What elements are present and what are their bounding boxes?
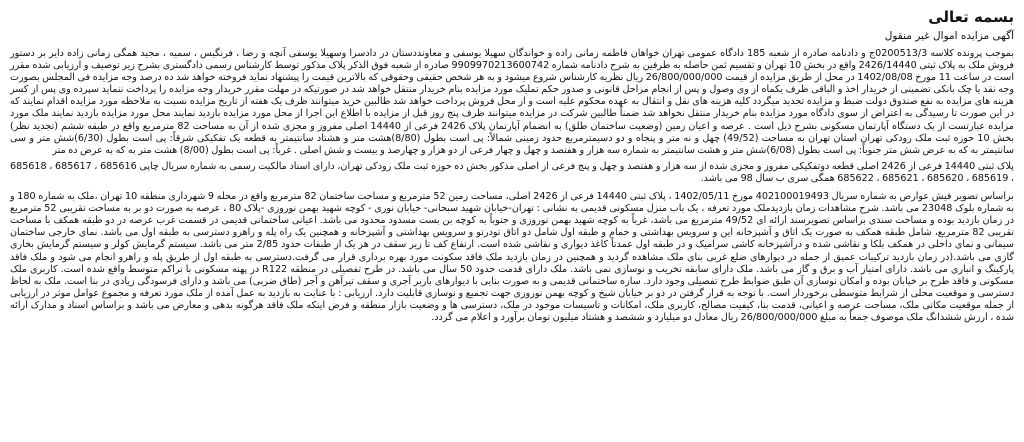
document-subtitle: آگهی مزایده اموال غیر منقول [884, 30, 1014, 42]
notice-paragraph-plaque: پلاک ثبتی 14440 فرعی از 2426 اصلی قطعه دوتفکیکی مفروز و مجزی شده از سه هزار و هفتصد و چهل و پنج فرعی از اصلی مذکور بخش ده حوزه ثبت ملک رودکی تهران، دارای اسناد مالکیت رسمی به شماره سریال چاپی 685616 ، 685617 ، 685618 ، 685619 ، 685620 ، 685621 ، 685622 همگی سری ب سال 98 می باشد. [10, 160, 1014, 184]
notice-paragraph-appraisal: براساس تصویر فیش عوارض به شماره سریال 402100019493 مورخ 1402/05/11 ، پلاک ثبتی 14440 فرعی از 2426 اصلی، مساحت زمین 52 مترمربع و مساحت ساختمان 82 مترمربع واقع در محله 9 شهرداری منطقه 10 تهران ،ملک به شماره 180 و به شماره بلوک 23048 می باشد. شرح مشاهدات زمان بازدیدملک مورد تعرفه ، یک باب منزل مسکونی قدیمی به نشانی : تهران-خیابان شهید سبحانی- خیابان نوری - کوچه شهید بهمن نوروزی -پلاک 80 ، عرصه به صورت دو بر به مساحت تقریبی 52 مترمربع در زمان بازدید بوده و مساحت سندی براساس تصویرسند ارائه ای 49/52 مترمربع می باشد، غرباً به کوچه شهید بهمن نوروزی و جنوباً به کوچه بن بست مسدود محدود می باشد. اعیانی ساختمانی قدیمی در قسمت غرب عرصه در دو طبقه همکف با مساحت تقریبی 82 مترمربع، شامل طبقه همکف به صورت یک اتاق و آشپزخانه این و سرویس بهداشتی و حمام و طبقه اول شامل دو اتاق تودرتو و سرویس بهداشتی و آشپزخانه و همچنین یک راه پله و راهرو دسترسی به طبقه اول می باشد. نمای خارجی ساختمان سیمانی و نمای داخلی در همکف بلکا و نقاشی شده و درآشپزخانه کاشی سرامیک و در طبقه اول عمدتاً کاغذ دیواری و نقاشی شده است. ارتفاع کف تا زیر سقف در هر یک از طبقات حدود 2/85 متر می باشد. سیستم گرمایش کولر و سیستم گرمایش بخاری گازی می باشد.(در زمان بازدید ترکیبات عمیق از جمله در دیوارهای ضلع غربی بنای ملک مشاهده گردید و همچنین در زمان بازدید ملک فاقد سکونت مورد بهره برداری قرار می گرفت.دسترسی به طبقه اول از طریق پله و راهرو انجام می شود و ملک فاقد پارکینگ و انباری می باشد. دارای امتیاز آب و برق و گاز می باشد. ملک دارای سابقه تخریب و نوسازی نمی باشد. ملک دارای قدمت حدود 50 سال می باشد. در طرح تفصیلی در منطقه R122 در پهنه مسکونی با تراکم متوسط واقع شده است. کاربری ملک مسکونی و فاقد طرح بر خیابان بوده و امکان نوسازی آن طبق ضوابط طرح تفصیلی وجود دارد. سازه ساختمانی قدیمی و به صورت بنایی با دیوارهای باربر آجری و سقف تیرآهن و آجر (طاق ضربی) می باشد و دارای فرسودگی زیادی در بنا است. ملک به لحاظ دسترسی و موقعیت محلی از شرایط متوسطی برخوردار است. با توجه به قرار گرفتن در دو بر خیابان شیخ و کوچه بهمن نوروزی جهت تجمیع و نوسازی قابلیت دارد. ارزیابی : با عنایت به بازدید به عمل آمده از ملک مورد تعرفه و مجموع عوامل موثر در ارزیابی از جمله موقعیت مکانی ملک، مساحت عرصه و اعیانی، قدمت بنا، کیفیت مصالح، کاربری ملک، امکانات و تاسیسات موجود در ملک، دسترسی ها و وضعیت بازار منطقه و فرض اینکه ملک فاقد هرگونه بدهی و معارض می باشد و براساس اسناد و مدارک ارائه شده ، ارزش ششدانگ ملک موصوف جمعاً به مبلغ 26/800/000/000 ریال معادل دو میلیارد و ششصد و هشتاد میلیون تومان برآورد و اعلام می گردد. [10, 191, 1014, 323]
notice-paragraph-intro: بموجب پرونده کلاسه 0200513/3ج و دادنامه صادره از شعبه 185 دادگاه عمومی تهران خواهان فاطمه زمانی زاده و خواندگان سهیلا یوسفی و معاونددستان در دادسرا وسهیلا یوسفی آنچه و رضا ، فرنگیس ، سمیه ، مجید همگی زمانی زاده دایر بر دستور فروش ملک به پلاک ثبتی 2426/14440 واقع در بخش 10 تهران و تقسیم ثمن حاصله به طرفین به شرح دادنامه شماره 9909970213600742 صادره از شعبه فوق الذکر پلاک مذکور توسط کارشناس رسمی دادگستری بشرح زیر توصیف و ارزیابی شده مقرر است در ساعت 11 مورخ 1402/08/08 در محل از طریق مزایده از قیمت 26/800/000/000 ریال نظریه کارشناس شروع میشود و به هر شخص حقیقی وحقوقی که بالاترین قیمت را پیشنهاد نماید فروخته خواهد شد ده درصد وجه مزایده فی المجلس بصورت وجه نقد یا چک بانکی تضمینی از خریدار اخذ و الباقی ظرف یکماه از وی وصول و پس از انجام مراحل قانونی و صدور حکم تملیک مورد مزایده بنام خریدار منتقل خواهد شد در صورتیکه در مهلت مقرر خریدار وجه مزایده را پرداخت ننماید سپرده وی پس از کسر هزینه های مزایده به نفع صندوق دولت ضبط و مزایده تجدید میگردد کلیه هزینه های نقل و انتقال به عهده محکوم علیه است و از محل فروش پرداخت خواهد شد طالبین خرید میتوانند ظرف یک هفته از تاریخ مزایده نسبت به ملاحظه مورد مزایده اقدام نمایند که در این صورت تا رسیدگی به اعتراض از سوی دادگاه مورد مزایده بنام خریدار منتقل نخواهد شد ضمناً طالبین شرکت در مزایده میتوانند ظرف پنج روز قبل از مزایده با اطلاع این اجرا از محل مورد مزایده بازدید نمایند محل مورد مزایده بازدید نمایند ملک مورد مزایده عبارتست از یک دستگاه آپارتمان مسکونی بشرح ذیل است . عرصه و اعیان زمین (وضعیت ساختمان طلق) به انضمام آپارتمان پلاک 2426 فرعی از 14440 اصلی مفروز و مجزی شده از آن به مساحت 82 مترمربع واقع در طبقه ششم (تجدید نظر) بخش 10 حوزه ثبت ملک رودکی تهران استان تهران به مساحت (49/52) چهل و نه متر و پنجاه و دو دسیمترمربع حدود زمینی شمالاً: پی است بطول (8/80)هشت متر و هشتاد سانتیمتر به قطعه یک تفکیکی شرقاً: پی است بطول (6/30)شش متر و سی سانتیمتر به که به عرض شش متر جنوباً: پی است بطول (6/08)شش متر و هشت سانتیمتر به شماره سه هزار و هفتصد و چهل و چهار فرعی از دو هزار و چهارصد و بیست و شش اصلی . غرباً: پی است بطول (8/00) هشت متر به که به عرض ده متر [10, 48, 1015, 156]
document-title: بسمه تعالی [928, 8, 1014, 26]
